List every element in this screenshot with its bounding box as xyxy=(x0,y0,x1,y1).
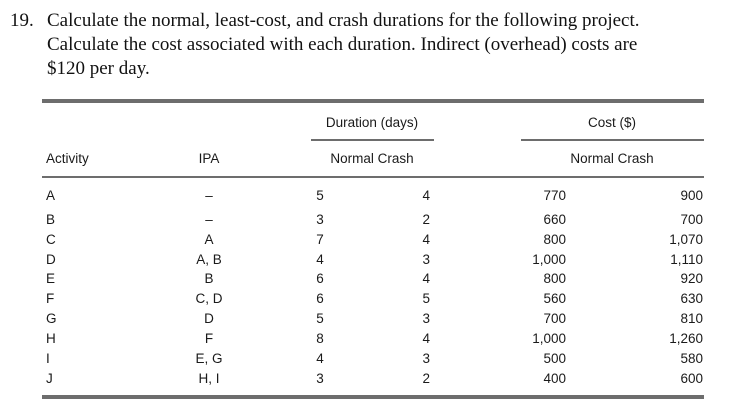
cost-normal-cell: 700 xyxy=(543,311,566,326)
cost-normal-cell: 1,000 xyxy=(532,252,566,267)
activity-cell: I xyxy=(46,351,50,366)
cost-normal-cell: 800 xyxy=(543,232,566,247)
duration-normal-cell: 4 xyxy=(316,252,324,267)
duration-crash-cell: 3 xyxy=(422,311,430,326)
duration-subheader: Normal Crash xyxy=(330,151,414,166)
cost-crash-cell: 700 xyxy=(680,212,703,227)
ipa-cell: E, G xyxy=(195,351,223,366)
activity-cell: A xyxy=(46,188,56,203)
problem-line-1: Calculate the normal, least-cost, and crash durations for the following project. xyxy=(47,10,640,31)
cost-crash-cell: 1,260 xyxy=(669,331,703,346)
activity-cell: C xyxy=(46,232,56,247)
cost-normal-cell: 770 xyxy=(543,188,566,203)
duration-crash-cell: 4 xyxy=(422,271,430,286)
cost-normal-cell: 800 xyxy=(543,271,566,286)
cost-normal-cell: 400 xyxy=(543,371,566,386)
duration-crash-cell: 3 xyxy=(422,252,430,267)
ipa-cell: A xyxy=(204,232,214,247)
duration-normal-cell: 4 xyxy=(316,351,324,366)
ipa-cell: – xyxy=(205,212,213,227)
cost-crash-cell: 900 xyxy=(680,188,703,203)
activity-cell: F xyxy=(46,291,55,306)
duration-crash-cell: 5 xyxy=(422,291,430,306)
cost-normal-cell: 560 xyxy=(543,291,566,306)
duration-normal-cell: 7 xyxy=(316,232,324,247)
cost-crash-cell: 600 xyxy=(680,371,703,386)
cost-normal-cell: 660 xyxy=(543,212,566,227)
cost-normal-cell: 1,000 xyxy=(532,331,566,346)
duration-normal-cell: 5 xyxy=(316,188,324,203)
cost-crash-cell: 630 xyxy=(680,291,703,306)
activity-cell: G xyxy=(46,311,57,326)
duration-crash-cell: 4 xyxy=(422,232,430,247)
table-top-rule xyxy=(42,99,704,103)
duration-crash-cell: 2 xyxy=(422,212,430,227)
activity-cell: J xyxy=(46,371,53,386)
cost-group-rule xyxy=(521,139,704,141)
duration-normal-cell: 3 xyxy=(316,212,324,227)
activity-column-header: Activity xyxy=(46,151,89,166)
duration-group-rule xyxy=(311,139,434,141)
duration-crash-cell: 4 xyxy=(422,331,430,346)
duration-normal-cell: 8 xyxy=(316,331,324,346)
ipa-cell: A, B xyxy=(196,252,222,267)
activity-cell: D xyxy=(46,252,56,267)
duration-normal-cell: 6 xyxy=(316,271,324,286)
ipa-cell: H, I xyxy=(198,371,220,386)
cost-group-header: Cost ($) xyxy=(587,115,637,130)
problem-number: 19. xyxy=(10,10,34,31)
problem-line-2: Calculate the cost associated with each duration. Indirect (overhead) costs are xyxy=(47,34,638,55)
ipa-cell: C, D xyxy=(195,291,223,306)
table-bottom-rule xyxy=(42,395,704,399)
duration-crash-cell: 4 xyxy=(422,188,430,203)
duration-normal-cell: 6 xyxy=(316,291,324,306)
cost-subheader: Normal Crash xyxy=(570,151,654,166)
ipa-cell: B xyxy=(204,271,214,286)
cost-crash-cell: 920 xyxy=(680,271,703,286)
duration-crash-cell: 3 xyxy=(422,351,430,366)
duration-group-header: Duration (days) xyxy=(325,115,419,130)
activity-cell: B xyxy=(46,212,56,227)
header-bottom-rule xyxy=(42,176,704,178)
ipa-cell: – xyxy=(205,188,213,203)
duration-normal-cell: 3 xyxy=(316,371,324,386)
cost-crash-cell: 1,070 xyxy=(669,232,703,247)
duration-crash-cell: 2 xyxy=(422,371,430,386)
duration-normal-cell: 5 xyxy=(316,311,324,326)
problem-line-3: $120 per day. xyxy=(47,58,150,79)
cost-crash-cell: 580 xyxy=(680,351,703,366)
activity-cell: H xyxy=(46,331,56,346)
cost-crash-cell: 810 xyxy=(680,311,703,326)
cost-normal-cell: 500 xyxy=(543,351,566,366)
ipa-cell: D xyxy=(204,311,214,326)
ipa-column-header: IPA xyxy=(198,151,220,166)
ipa-cell: F xyxy=(204,331,214,346)
cost-crash-cell: 1,110 xyxy=(670,252,703,267)
activity-cell: E xyxy=(46,271,56,286)
